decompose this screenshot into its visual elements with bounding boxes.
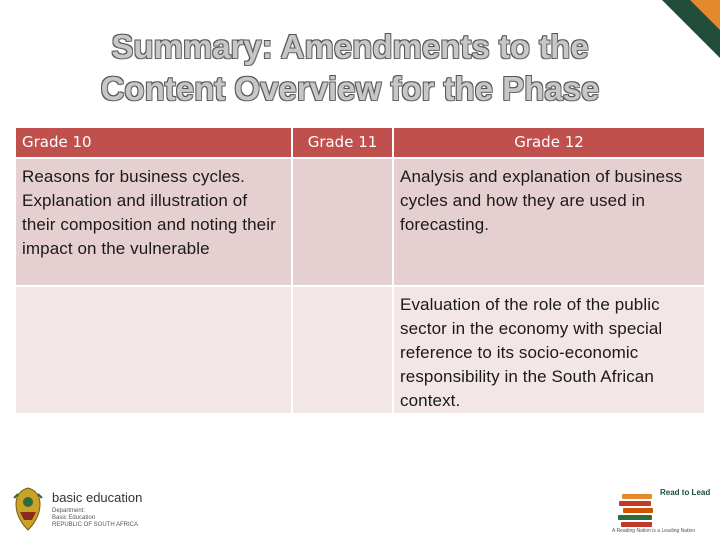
logo-sub-line3: REPUBLIC OF SOUTH AFRICA — [52, 522, 139, 528]
table-cell — [292, 158, 393, 286]
cell-text: Evaluation of the role of the public sector in the economy with special reference to its socio-economic responsibility in the South African context. — [400, 295, 663, 410]
table-cell — [292, 286, 393, 414]
header-grade-11: Grade 11 — [292, 127, 393, 158]
read-to-lead-tagline: A Reading Nation is a Leading Nation — [612, 528, 696, 534]
header-grade-10: Grade 10 — [15, 127, 292, 158]
logo-sub-line1: Department: — [52, 508, 86, 514]
cell-text: Reasons for business cycles. Explanation and illustration of their composition and noting their impact on the vulnerable — [22, 167, 276, 258]
slide-title-line2: Content Overview for the Phase — [100, 70, 600, 107]
table-header-row — [15, 127, 705, 158]
book-stack-icon — [612, 492, 660, 530]
cell-text: Analysis and explanation of business cycles and how they are used in forecasting. — [400, 167, 683, 234]
slide-title — [0, 26, 700, 110]
header-grade-12: Grade 12 — [393, 127, 705, 158]
table-cell — [15, 158, 292, 286]
coat-of-arms-icon — [10, 486, 46, 532]
slide-title-line1: Summary: Amendments to the — [111, 28, 589, 65]
table-cell — [15, 286, 292, 414]
basic-education-logo — [10, 486, 150, 534]
table-cell — [393, 286, 705, 414]
table-row — [15, 286, 705, 414]
read-to-lead-title: Read to Lead — [660, 488, 711, 497]
table-row — [15, 158, 705, 286]
read-to-lead-logo — [612, 488, 712, 538]
cell-text — [293, 159, 392, 165]
logo-sub-line2: Basic Education — [52, 515, 96, 521]
cell-text — [16, 287, 291, 293]
table-cell — [393, 158, 705, 286]
logo-main-text: basic education — [52, 490, 143, 505]
grade-comparison-table — [14, 126, 706, 415]
cell-text — [293, 287, 392, 293]
